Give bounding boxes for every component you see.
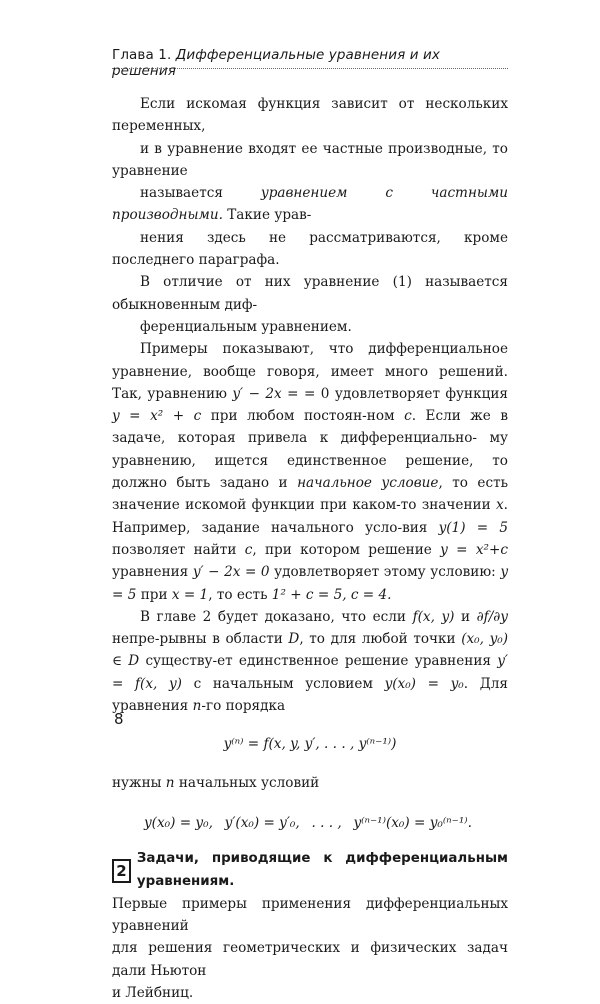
math-inline: f(x, y): [412, 608, 455, 625]
math-inline: y′ = f(x, y): [112, 653, 508, 692]
text-line: и в уравнение входят ее частные производные, то уравнение: [112, 140, 508, 179]
math-inline: y(1) = 5: [438, 519, 508, 536]
text-line: называется уравнением с частными производными. Такие урав-: [112, 185, 509, 224]
text-line: и Лейбниц.: [112, 984, 194, 1001]
math-inline: y = 5: [112, 564, 508, 603]
math-inline: ∂f/∂y: [476, 608, 508, 625]
formula-part: y⁽ⁿ⁻¹⁾(x₀) = y₀⁽ⁿ⁻¹⁾.: [353, 814, 472, 831]
text-line: нения здесь не рассматриваются, кроме последнего параграфа.: [112, 229, 508, 269]
math-inline: x: [496, 497, 504, 514]
text-line: ференциальным уравнением.: [140, 318, 352, 335]
text-line: для решения геометрических и физических задач дали Ньютон: [112, 940, 508, 979]
emphasis-term: начальное условие: [297, 475, 439, 492]
page-body: [112, 93, 508, 1004]
emphasis-term: уравнением с частными производными.: [112, 185, 509, 224]
math-inline: y = x² + c: [112, 408, 202, 425]
text-line: Первые примеры применения дифференциальных уравнений: [112, 895, 508, 935]
section-paragraph: [112, 893, 508, 1004]
math-inline: x = 1: [171, 586, 209, 603]
section-2: [112, 848, 508, 1004]
display-formula-nth-order: y⁽ⁿ⁾ = f(x, y, y′, . . . , y⁽ⁿ⁻¹⁾): [223, 736, 397, 753]
paragraph-existence: В главе 2 будет доказано, что если f(x, y) и ∂f/∂y непре-рывны в области D, то для любой точки (x₀, y₀) ∈ D существу-ет единственное решение уравнения y′ = f(x, y) с начальным условием y(x₀) = y₀. Для уравнения n-го порядка: [112, 608, 509, 715]
header-title: Дифференциальные уравнения и их решения: [112, 47, 440, 79]
math-inline: c: [404, 408, 412, 425]
math-inline: y′ − 2x =: [232, 385, 299, 402]
text-line: В отличие от них уравнение (1) называется обыкновенным диф-: [112, 274, 508, 313]
math-inline: D: [288, 631, 300, 648]
section-heading: [112, 848, 508, 893]
math-inline: n: [192, 698, 202, 715]
running-header: [112, 47, 508, 79]
paragraph-initial-conditions: нужны n начальных условий: [112, 774, 320, 791]
math-inline: 1² + c = 5, c = 4.: [271, 586, 392, 603]
text-line: Если искомая функция зависит от нескольких переменных,: [112, 96, 508, 135]
math-inline: y(x₀) = y₀: [384, 675, 464, 692]
formula-part: y(x₀) = y₀,: [144, 814, 213, 831]
math-inline: n: [165, 774, 175, 791]
header-chapter: Глава 1.: [112, 47, 172, 63]
formula-part: y′(x₀) = y′₀,: [224, 814, 300, 831]
paragraph-examples: Примеры показывают, что дифференциальное уравнение, вообще говоря, имеет много решений. Так, уравнению y′ − 2x = = 0 удовлетворяет функция y = x² + c при любом постоян-ном c. Если же в задаче, которая привела к дифференциально- му уравнению, ищется единственное решение, то должно быть задано и начальное условие, то есть значение искомой функции при каком-то значении x. Например, задание начального усло-вия y(1) = 5 позволяет найти c, при котором решение y = x²+c уравнения y′ − 2x = 0 удовлетворяет этому условию: y = 5 при x = 1, то есть 1² + c = 5, c = 4.: [112, 341, 509, 603]
math-inline: c: [244, 541, 253, 558]
math-inline: y = x²+c: [440, 541, 508, 558]
formula-part: . . . ,: [311, 814, 342, 831]
section-number: 2: [112, 859, 131, 883]
section-title: Задачи, приводящие к дифференциальным уравнениям.: [136, 851, 508, 889]
math-inline: (x₀, y₀) ∈ D: [112, 631, 509, 670]
page-number: 8: [114, 710, 124, 728]
paragraph-partial-derivatives: [112, 93, 508, 338]
math-inline: y′ − 2x = 0: [192, 564, 270, 581]
display-formula-initial-conditions: [112, 812, 508, 834]
header-rule: [112, 68, 508, 69]
